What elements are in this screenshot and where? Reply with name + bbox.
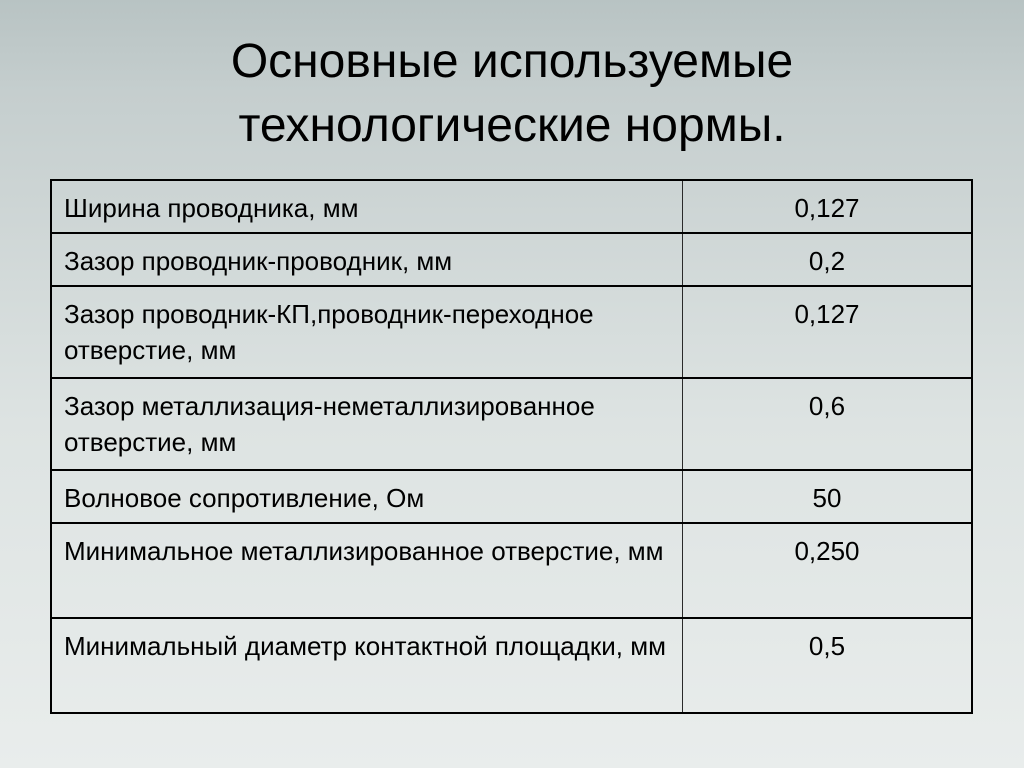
value-cell: 0,5 [683,618,973,713]
parameter-line: Зазор проводник-КП,проводник-переходное отверстие, мм [64,299,594,365]
value-cell: 0,127 [683,180,973,233]
parameter-cell: Зазор проводник-проводник, мм [51,233,683,286]
parameter-line: Минимальное металлизированное отверстие, мм [64,536,664,566]
parameter-line: Зазор металлизация-неметаллизированное отверстие, мм [64,391,595,457]
title-line-2: технологические нормы. [238,99,786,152]
parameter-cell: Ширина проводника, мм [51,180,683,233]
parameter-cell [51,618,683,713]
value-cell: 0,6 [683,378,973,470]
tech-norms-table [50,179,973,714]
value-cell: 0,250 [683,523,973,618]
parameter-cell: Волновое сопротивление, Ом [51,470,683,523]
value-cell: 50 [683,470,973,523]
table-row [51,523,972,618]
parameter-cell [51,286,683,378]
table-row [51,618,972,713]
table-row [51,233,972,286]
value-cell: 0,2 [683,233,973,286]
table-row [51,470,972,523]
table-row [51,286,972,378]
table-row [51,180,972,233]
parameter-cell [51,378,683,470]
parameter-cell [51,523,683,618]
parameter-line: Минимальный диаметр контактной площадки, мм [64,631,666,661]
table-row [51,378,972,470]
slide-title [0,30,1024,158]
value-cell: 0,127 [683,286,973,378]
title-line-1: Основные используемые [230,35,794,88]
